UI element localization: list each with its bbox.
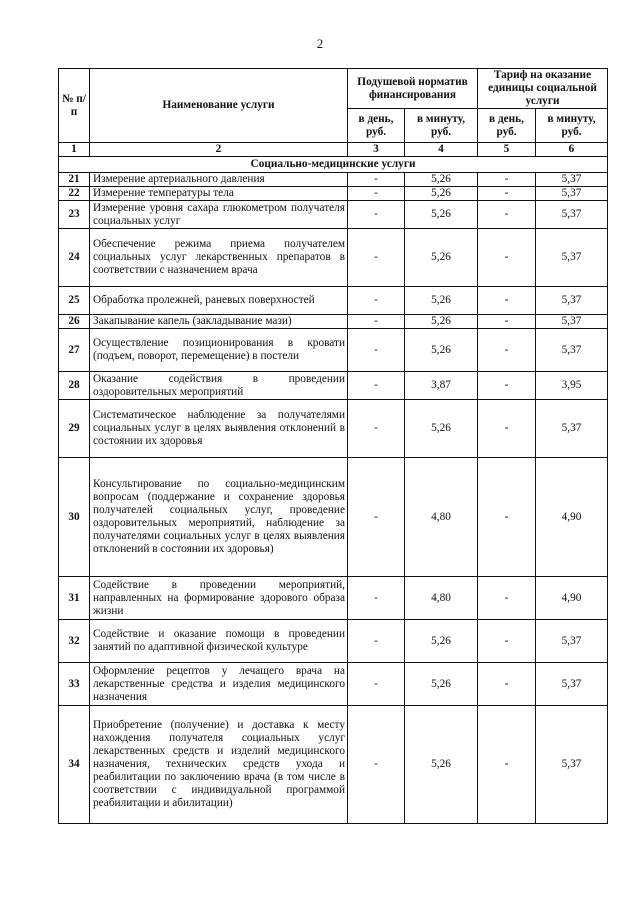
row-number: 27	[59, 329, 90, 372]
header-service-name-column: Наименование услуги	[90, 69, 348, 143]
tariff-per-minute: 4,90	[536, 458, 608, 577]
tariff-per-day: -	[478, 400, 536, 458]
services-tariff-table	[58, 68, 608, 824]
table-row	[59, 458, 608, 577]
table-row	[59, 173, 608, 187]
header-tariff-per-day: в день, руб.	[478, 109, 536, 143]
tariff-per-minute: 5,37	[536, 187, 608, 201]
normative-per-day: -	[348, 620, 405, 663]
service-name: Обеспечение режима приема получателем социальных услуг лекарственных препаратов в соответствии с назначением врача	[90, 229, 348, 287]
table-row	[59, 663, 608, 706]
tariff-per-day: -	[478, 315, 536, 329]
table-row	[59, 187, 608, 201]
service-name: Осуществление позиционирования в кровати (подъем, поворот, перемещение) в постели	[90, 329, 348, 372]
service-name: Содействие в проведении мероприятий, направленных на формирование здорового образа жизни	[90, 577, 348, 620]
normative-per-minute: 5,26	[405, 663, 478, 706]
column-number: 5	[478, 143, 536, 157]
tariff-per-day: -	[478, 372, 536, 400]
normative-per-day: -	[348, 173, 405, 187]
tariff-per-minute: 5,37	[536, 329, 608, 372]
tariff-per-minute: 5,37	[536, 173, 608, 187]
column-numbers-row	[59, 143, 608, 157]
page-number: 2	[316, 36, 324, 51]
tariff-per-day: -	[478, 577, 536, 620]
row-number: 26	[59, 315, 90, 329]
header-tariff-group: Тариф на оказание единицы социальной услуги	[478, 69, 608, 109]
service-name: Измерение температуры тела	[90, 187, 348, 201]
row-number: 24	[59, 229, 90, 287]
tariff-per-day: -	[478, 187, 536, 201]
service-name: Измерение артериального давления	[90, 173, 348, 187]
header-tariff-per-minute: в минуту, руб.	[536, 109, 608, 143]
table-row	[59, 372, 608, 400]
table-row	[59, 287, 608, 315]
table-header	[59, 69, 608, 143]
normative-per-minute: 5,26	[405, 173, 478, 187]
table-row	[59, 400, 608, 458]
tariff-per-day: -	[478, 173, 536, 187]
service-name: Закапывание капель (закладывание мази)	[90, 315, 348, 329]
column-number: 6	[536, 143, 608, 157]
column-number: 1	[59, 143, 90, 157]
service-name: Обработка пролежней, раневых поверхностей	[90, 287, 348, 315]
normative-per-day: -	[348, 187, 405, 201]
tariff-per-minute: 5,37	[536, 229, 608, 287]
normative-per-day: -	[348, 458, 405, 577]
service-name: Консультирование по социально-медицинским вопросам (поддержание и сохранение здоровья получателей социальных услуг, проведение оздоровительных мероприятий, наблюдение за получателями социальных услуг в целях выявления отклонений в состоянии их здоровья)	[90, 458, 348, 577]
normative-per-minute: 5,26	[405, 315, 478, 329]
tariff-per-day: -	[478, 458, 536, 577]
tariff-per-day: -	[478, 620, 536, 663]
tariff-per-minute: 5,37	[536, 706, 608, 824]
normative-per-day: -	[348, 372, 405, 400]
normative-per-minute: 5,26	[405, 620, 478, 663]
normative-per-day: -	[348, 287, 405, 315]
tariff-per-minute: 5,37	[536, 315, 608, 329]
normative-per-minute: 5,26	[405, 201, 478, 229]
header-normative-per-minute: в минуту, руб.	[405, 109, 478, 143]
row-number: 28	[59, 372, 90, 400]
section-title: Социально-медицинские услуги	[59, 157, 608, 173]
row-number: 21	[59, 173, 90, 187]
tariff-per-minute: 5,37	[536, 663, 608, 706]
header-normative-group: Подушевой норматив финансирования	[348, 69, 478, 109]
tariff-per-day: -	[478, 663, 536, 706]
normative-per-day: -	[348, 229, 405, 287]
service-name: Приобретение (получение) и доставка к месту нахождения получателя социальных услуг лекарственных средств и изделий медицинского назначения, технических средств ухода и реабилитации по заключению врача (в том числе в соответствии с индивидуальной программой реабилитации и абилитации)	[90, 706, 348, 824]
tariff-per-minute: 5,37	[536, 620, 608, 663]
table-row	[59, 620, 608, 663]
normative-per-minute: 3,87	[405, 372, 478, 400]
service-name: Измерение уровня сахара глюкометром получателя социальных услуг	[90, 201, 348, 229]
normative-per-day: -	[348, 706, 405, 824]
normative-per-minute: 5,26	[405, 287, 478, 315]
header-number-column: № п/п	[59, 69, 90, 143]
section-row	[59, 157, 608, 173]
tariff-per-minute: 3,95	[536, 372, 608, 400]
table-row	[59, 201, 608, 229]
column-number: 2	[90, 143, 348, 157]
normative-per-minute: 5,26	[405, 706, 478, 824]
header-normative-per-day: в день, руб.	[348, 109, 405, 143]
tariff-per-day: -	[478, 229, 536, 287]
normative-per-minute: 5,26	[405, 329, 478, 372]
table-row	[59, 577, 608, 620]
table-row	[59, 329, 608, 372]
row-number: 33	[59, 663, 90, 706]
tariff-per-day: -	[478, 287, 536, 315]
row-number: 34	[59, 706, 90, 824]
normative-per-day: -	[348, 329, 405, 372]
service-name: Оформление рецептов у лечащего врача на лекарственные средства и изделия медицинского назначения	[90, 663, 348, 706]
normative-per-minute: 5,26	[405, 187, 478, 201]
table-row	[59, 229, 608, 287]
normative-per-day: -	[348, 577, 405, 620]
service-name: Систематическое наблюдение за получателями социальных услуг в целях выявления отклонений в состоянии их здоровья	[90, 400, 348, 458]
normative-per-day: -	[348, 201, 405, 229]
column-number: 3	[348, 143, 405, 157]
normative-per-day: -	[348, 400, 405, 458]
service-name: Содействие и оказание помощи в проведении занятий по адаптивной физической культуре	[90, 620, 348, 663]
tariff-per-minute: 4,90	[536, 577, 608, 620]
row-number: 25	[59, 287, 90, 315]
table-row	[59, 706, 608, 824]
row-number: 30	[59, 458, 90, 577]
normative-per-day: -	[348, 315, 405, 329]
tariff-per-minute: 5,37	[536, 287, 608, 315]
tariff-per-minute: 5,37	[536, 201, 608, 229]
column-number: 4	[405, 143, 478, 157]
row-number: 23	[59, 201, 90, 229]
normative-per-minute: 4,80	[405, 458, 478, 577]
normative-per-minute: 5,26	[405, 400, 478, 458]
row-number: 31	[59, 577, 90, 620]
tariff-per-day: -	[478, 706, 536, 824]
row-number: 32	[59, 620, 90, 663]
tariff-per-day: -	[478, 329, 536, 372]
table-row	[59, 315, 608, 329]
row-number: 22	[59, 187, 90, 201]
normative-per-minute: 5,26	[405, 229, 478, 287]
row-number: 29	[59, 400, 90, 458]
tariff-per-day: -	[478, 201, 536, 229]
normative-per-minute: 4,80	[405, 577, 478, 620]
normative-per-day: -	[348, 663, 405, 706]
service-name: Оказание содействия в проведении оздоровительных мероприятий	[90, 372, 348, 400]
tariff-per-minute: 5,37	[536, 400, 608, 458]
